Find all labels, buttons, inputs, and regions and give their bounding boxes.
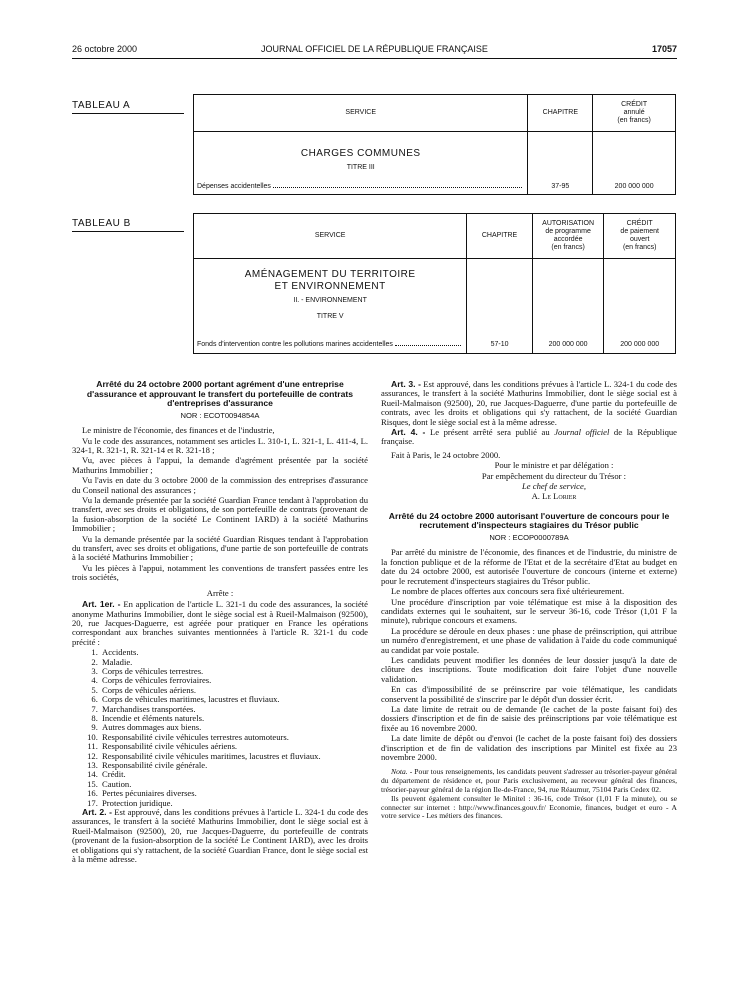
article-2-text: Est approuvé, dans les conditions prévues à l'article L. 324-1 du code des assurances, le transfert à la société Mathurins Immobilier, dont le siège social est à Rueil-Malmaison (92500), 20, rue Jacques-Daguerre, du portefeuille de contrats (provenant de la fusion-absorption de la société Le Continent IARD), avec les droits et obligations qui s'y rattachent, de la société Guardian France, dont le siège social est à la même adresse. — [72, 807, 368, 865]
tableau-a-section: CHARGES COMMUNES — [300, 148, 421, 159]
list-item: 3. Corps de véhicules terrestres. — [100, 667, 368, 676]
tableau-b-sub: II. - ENVIRONNEMENT — [293, 297, 367, 304]
tableau-a — [193, 94, 676, 195]
nota-text-2: Ils peuvent également consulter le Minitel : 36-16, code Trésor (1,01 F la minute), ou se connecter sur internet : http://www.finances.gouv.fr/ Economie, finances, budget et euro - A votre service - Les métiers des finances. — [381, 794, 677, 821]
list-item: 6. Corps de véhicules maritimes, lacustres et fluviaux. — [100, 695, 368, 704]
dot-leader — [273, 187, 522, 188]
fait-a-paris: Fait à Paris, le 24 octobre 2000. — [391, 449, 501, 460]
left-column — [72, 380, 368, 865]
article-4-text-end: de la République française. — [381, 427, 677, 447]
paragraph: Vu les pièces à l'appui, notamment les conventions de transfert passées entre les trois sociétés, — [72, 562, 368, 583]
list-item: 8. Incendie et éléments naturels. — [100, 714, 368, 723]
credit-line: (en francs) — [617, 117, 651, 124]
tableau-a-row-chapitre: 37-95 — [551, 183, 570, 190]
tableau-b-row — [197, 341, 463, 348]
tableau-a-credit-cell — [593, 132, 676, 195]
tableau-a-row-credit: 200 000 000 — [614, 183, 654, 190]
tableau-b-header-chapitre: CHAPITRE — [467, 214, 533, 259]
credit-line: CRÉDIT — [626, 220, 653, 227]
signature-line: Le chef de service, — [522, 481, 586, 492]
list-item: 15. Caution. — [100, 780, 368, 789]
tableau-b-credit-cell — [604, 259, 676, 354]
tableau-b-titre: TITRE V — [316, 313, 344, 320]
tableau-a-label: TABLEAU A — [72, 100, 184, 114]
signature-name: A. Le Lorier — [531, 491, 577, 502]
arrete-title-2: Arrêté du 24 octobre 2000 autorisant l'ouverture de concours pour le recrutement d'inspecteurs stagiaires du Trésor public — [388, 510, 670, 531]
tableau-a-titre: TITRE III — [346, 164, 375, 171]
tableau-b-section-line2: ET ENVIRONNEMENT — [274, 281, 386, 292]
credit-line: annulé — [623, 109, 645, 116]
list-item: 12. Responsabilité civile véhicules maritimes, lacustres et fluviaux. — [100, 752, 368, 761]
paragraph: Vu, avec pièces à l'appui, la demande d'agrément présentée par la société Mathurins Immobilier ; — [72, 455, 368, 475]
paragraph: Le nombre de places offertes aux concours sera fixé ultérieurement. — [391, 586, 625, 597]
arrete-title: Arrêté du 24 octobre 2000 portant agrément d'une entreprise d'assurance et approuvant le transfert du portefeuille de contrats d'entreprises d'assurance — [86, 379, 354, 409]
paragraph: Vu l'avis en date du 3 octobre 2000 de la commission des entreprises d'assurance du Conseil national des assurances ; — [72, 475, 368, 495]
paragraph: Vu le code des assurances, notamment ses articles L. 310-1, L. 321-1, L. 411-4, L. 324-1, R. 321-1, R. 321-14 et R. 321-18 ; — [72, 435, 368, 455]
article-2-heading: Art. 2. - — [82, 807, 112, 818]
paragraph: La procédure se déroule en deux phases : une phase de préinscription, qui attribue un numéro d'enregistrement, et une phase de validation à l'aide du code communiqué au candidat par voie postale. — [381, 625, 677, 655]
article-1-heading: Art. 1er. - — [82, 599, 121, 610]
nota-text: Pour tous renseignements, les candidats peuvent s'adresser au trésorier-payeur général du département de résidence et, pour Paris exclusivement, au receveur général des finances, trésorier-payeur général de la région Ile-de-France, 94, rue Réaumur, 75104 Paris Cedex 02. — [381, 767, 677, 794]
article-3 — [381, 380, 677, 427]
autorisation-line: AUTORISATION — [542, 220, 595, 227]
list-item: 11. Responsabilité civile véhicules aériens. — [100, 742, 368, 751]
list-item: 4. Corps de véhicules ferroviaires. — [100, 676, 368, 685]
list-item: 10. Responsabilité civile véhicules terrestres automoteurs. — [100, 733, 368, 742]
arrete-nor: NOR : ECOT0094854A — [180, 410, 260, 420]
tableau-b — [193, 213, 676, 354]
tableau-b-row-label: Fonds d'intervention contre les pollutions marines accidentelles — [197, 341, 393, 348]
credit-line: de paiement — [620, 228, 659, 235]
header-date: 26 octobre 2000 — [72, 44, 138, 54]
credit-line: (en francs) — [622, 244, 657, 251]
article-4 — [381, 428, 677, 447]
tableau-a-service-cell — [194, 132, 528, 195]
nota-heading: Nota. - — [391, 767, 413, 777]
autorisation-line: (en francs) — [551, 244, 585, 251]
tableau-a-header-chapitre: CHAPITRE — [528, 95, 593, 132]
list-item: 16. Pertes pécuniaires diverses. — [100, 789, 368, 798]
paragraph: Vu la demande présentée par la société Guardian Risques tendant à l'approbation du transfert, avec ses droits et obligations, d'une partie de son portefeuille de contrats à la société Mathurins Immobilier ; — [72, 533, 368, 563]
tableau-a-header-credit — [593, 95, 676, 132]
paragraph: La date limite de retrait ou de demande (le cachet de la poste faisant foi) des dossiers d'inscription et de fin de saisie des préinscriptions par voie télématique est fixée au 16 novembre 2000. — [381, 703, 677, 733]
arrete-keyword: Arrête : — [206, 587, 234, 598]
paragraph: Par arrêté du ministre de l'économie, des finances et de l'industrie, du ministre de la fonction publique et de la réforme de l'Etat et de la secrétaire d'Etat au budget en date du 24 octobre 2000, est autorisée l'ouverture de concours (interne et externe) pour le recrutement d'inspecteurs stagiaires du Trésor public. — [381, 547, 677, 586]
nota — [381, 768, 677, 794]
tableau-b-autorisation-cell — [532, 259, 604, 354]
journal-officiel: Journal officiel — [554, 427, 610, 438]
list-item: 9. Autres dommages aux biens. — [100, 723, 368, 732]
tableau-b-row-autorisation: 200 000 000 — [548, 341, 588, 348]
list-item: 1. Accidents. — [100, 648, 368, 657]
list-item: 5. Corps de véhicules aériens. — [100, 686, 368, 695]
article-2 — [72, 808, 368, 864]
branch-list — [72, 648, 368, 808]
list-item: 2. Maladie. — [100, 658, 368, 667]
tableau-a-row — [197, 183, 524, 190]
tableau-b-label: TABLEAU B — [72, 218, 184, 232]
paragraph: Les candidats peuvent modifier les données de leur dossier jusqu'à la date de clôture des inscriptions. Toute modification doit faire l'objet d'une nouvelle validation. — [381, 654, 677, 684]
tableau-a-row-label: Dépenses accidentelles — [197, 183, 271, 190]
list-item: 17. Protection juridique. — [100, 799, 368, 808]
paragraph: Vu la demande présentée par la société Guardian France tendant à l'approbation du transfert, avec ses droits et obligations, de son portefeuille de contrats (provenant de la fusion-absorption de la société Le Continent IARD) à la société Mathurins Immobilier ; — [72, 495, 368, 534]
autorisation-line: de programme — [545, 228, 591, 235]
article-3-heading: Art. 3. - — [391, 379, 421, 389]
tableau-b-header-service: SERVICE — [194, 214, 467, 259]
tableau-b-section-line1: AMÉNAGEMENT DU TERRITOIRE — [244, 269, 416, 280]
credit-line: ouvert — [629, 236, 650, 243]
right-column — [381, 380, 677, 822]
list-item: 13. Responsabilité civile générale. — [100, 761, 368, 770]
tableau-b-header-credit — [604, 214, 676, 259]
header-rule — [72, 58, 677, 59]
article-1 — [72, 600, 368, 647]
article-4-heading: Art. 4. - — [391, 427, 426, 438]
article-1-text: En application de l'article L. 321-1 du code des assurances, la société anonyme Mathurins Immobilier, dont le siège social est à Rueil-Malmaison (92500), 20, rue Jacques-Daguerre, est agréée pour pratiquer en France les opérations correspondant aux branches suivantes mentionnées à l'article R. 321-1 du code précité : — [72, 599, 368, 647]
tableau-b-row-chapitre: 57-10 — [490, 341, 509, 348]
arrete-nor-2: NOR : ECOP0000789A — [489, 533, 569, 543]
tableau-b-service-cell — [194, 259, 467, 354]
paragraph: En cas d'impossibilité de se préinscrire par voie télématique, les candidats conservent la possibilité de s'inscrire par le dépôt d'un dossier écrit. — [381, 684, 677, 704]
article-3-text: Est approuvé, dans les conditions prévues à l'article L. 324-1 du code des assurances, le transfert à la société Mathurins Immobilier, dont le siège social est à Rueil-Malmaison (92500), 20, rue Jacques-Daguerre, d'une partie du portefeuille de contrats, avec les droits et obligations qui s'y rattachent, de la société Guardian Risques, dont le siège social est à la même adresse. — [381, 379, 677, 427]
autorisation-line: accordée — [553, 236, 583, 243]
credit-line: CRÉDIT — [621, 101, 648, 108]
paragraph: Une procédure d'inscription par voie télématique est mise à la disposition des candidats externes qui le souhaitent, sur le serveur 36-16, code Trésor (1,01 F la minute), rubrique concours et examens. — [381, 596, 677, 626]
list-item: 14. Crédit. — [100, 770, 368, 779]
tableau-a-header-service: SERVICE — [194, 95, 528, 132]
paragraph: Le ministre de l'économie, des finances et de l'industrie, — [82, 425, 275, 436]
header-page-number: 17057 — [651, 44, 677, 54]
header-journal-title: JOURNAL OFFICIEL DE LA RÉPUBLIQUE FRANÇAISE — [261, 44, 488, 54]
signature-line: Pour le ministre et par délégation : — [494, 460, 614, 471]
list-item: 7. Marchandises transportées. — [100, 705, 368, 714]
paragraph: La date limite de dépôt ou d'envoi (le cachet de la poste faisant foi) des dossiers d'inscription et de fin de validation des inscriptions par Minitel est fixée au 23 novembre 2000. — [381, 733, 677, 762]
tableau-b-chapitre-cell — [467, 259, 533, 354]
tableau-b-header-autorisation — [532, 214, 604, 259]
dot-leader — [395, 345, 461, 346]
signature-line: Par empêchement du directeur du Trésor : — [481, 470, 627, 481]
article-4-text: Le présent arrêté sera publié au — [430, 427, 555, 438]
tableau-a-chapitre-cell — [528, 132, 593, 195]
tableau-b-row-credit: 200 000 000 — [620, 341, 660, 348]
